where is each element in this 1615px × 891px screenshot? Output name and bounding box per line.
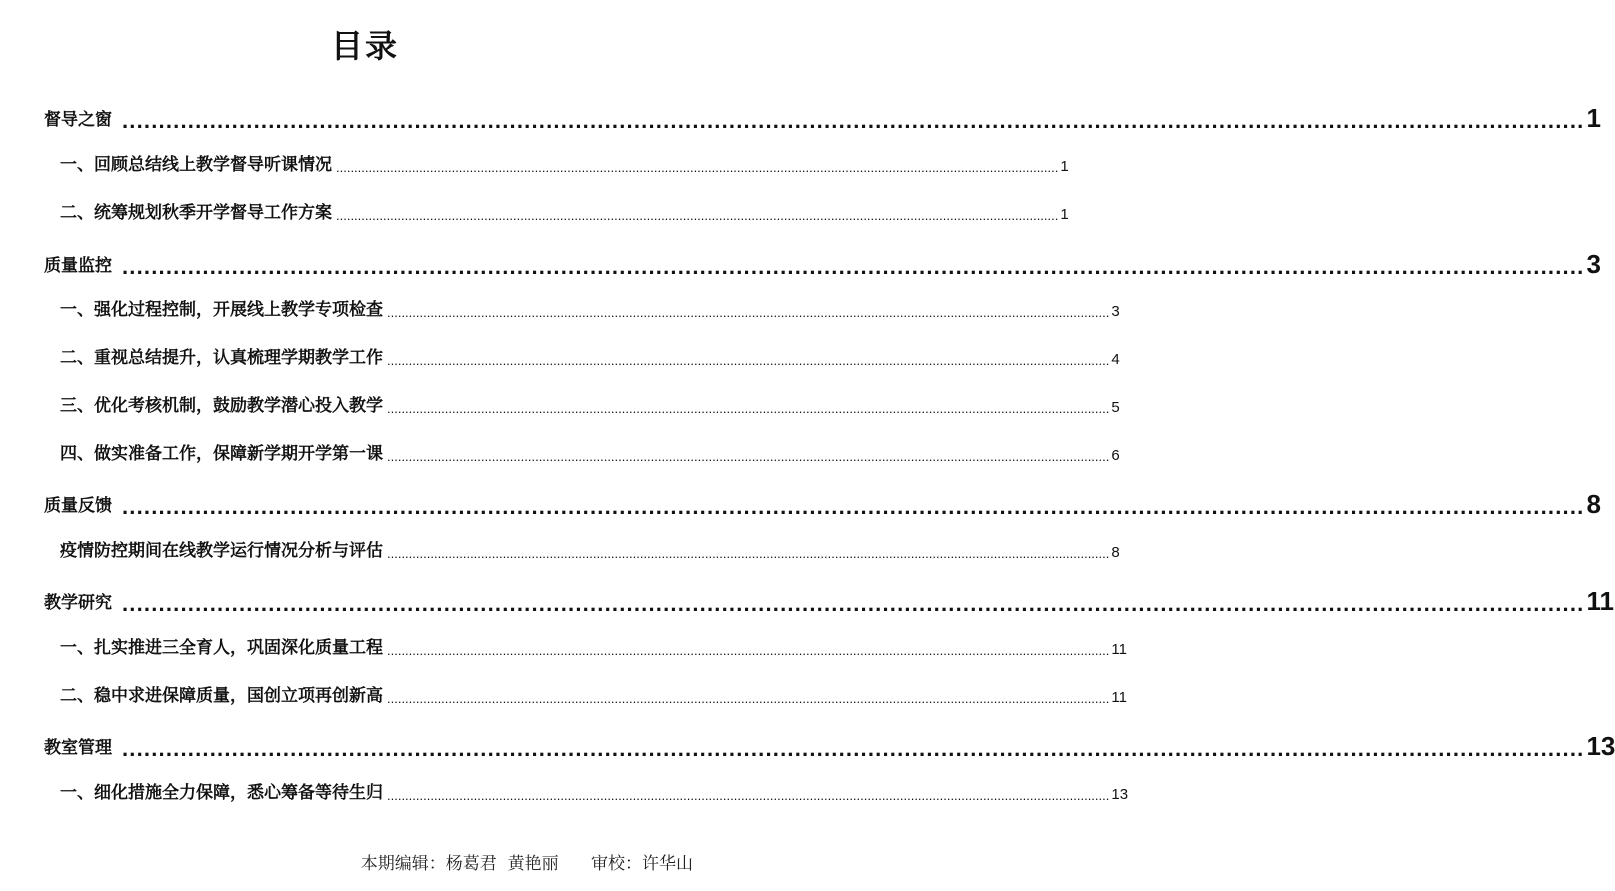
page-title: 目录	[330, 27, 399, 65]
toc-page-number: 11	[1111, 689, 1127, 706]
toc-entry-label: 二、统筹规划秋季开学督导工作方案	[60, 203, 332, 223]
toc-entry-label: 教室管理	[44, 738, 112, 758]
toc-dot-leader: ........................................................................................................................................................................................................	[387, 305, 1110, 320]
toc-page-number: 8	[1586, 489, 1601, 519]
toc-entry-label: 一、细化措施全力保障，悉心筹备等待生归	[60, 783, 383, 803]
toc-item-entry[interactable]	[60, 538, 1120, 562]
toc-section-entry[interactable]	[44, 248, 1601, 279]
toc-item-entry[interactable]	[60, 152, 1069, 176]
toc-dot-leader: ........................................................................................................................................................................................................	[122, 591, 1585, 616]
toc-dot-leader: ........................................................................................................................................................................................................	[122, 254, 1585, 279]
toc-page-number: 13	[1586, 731, 1615, 761]
toc-page-number: 11	[1586, 586, 1614, 616]
toc-item-entry[interactable]	[60, 200, 1069, 224]
toc-item-entry[interactable]	[60, 635, 1127, 659]
toc-item-entry[interactable]	[60, 297, 1120, 321]
toc-entry-label: 一、回顾总结线上教学督导听课情况	[60, 155, 332, 175]
toc-dot-leader: ........................................................................................................................................................................................................	[122, 108, 1585, 133]
toc-dot-leader: ........................................................................................................................................................................................................	[387, 401, 1110, 416]
toc-section-entry[interactable]	[44, 730, 1615, 761]
toc-dot-leader: ........................................................................................................................................................................................................	[336, 208, 1059, 223]
toc-section-entry[interactable]	[44, 488, 1601, 519]
editor-credits: 本期编辑：杨葛君 黄艳丽 审校：许华山	[360, 854, 693, 874]
toc-page-number: 4	[1111, 351, 1120, 368]
toc-entry-label: 四、做实准备工作，保障新学期开学第一课	[60, 444, 383, 464]
toc-page-number: 3	[1111, 303, 1120, 320]
toc-page-number: 5	[1111, 399, 1120, 416]
toc-dot-leader: ........................................................................................................................................................................................................	[387, 643, 1110, 658]
toc-dot-leader: ........................................................................................................................................................................................................	[336, 160, 1059, 175]
toc-item-entry[interactable]	[60, 393, 1120, 417]
toc-item-entry[interactable]	[60, 780, 1129, 804]
toc-entry-label: 质量反馈	[44, 496, 112, 516]
toc-item-entry[interactable]	[60, 441, 1120, 465]
toc-dot-leader: ........................................................................................................................................................................................................	[387, 546, 1110, 561]
toc-page-number: 1	[1586, 103, 1601, 133]
toc-entry-label: 一、强化过程控制，开展线上教学专项检查	[60, 300, 383, 320]
toc-dot-leader: ........................................................................................................................................................................................................	[387, 691, 1110, 706]
toc-dot-leader: ........................................................................................................................................................................................................	[122, 736, 1585, 761]
toc-section-entry[interactable]	[44, 585, 1614, 616]
toc-entry-label: 一、扎实推进三全育人，巩固深化质量工程	[60, 638, 383, 658]
toc-item-entry[interactable]	[60, 683, 1127, 707]
toc-dot-leader: ........................................................................................................................................................................................................	[122, 494, 1585, 519]
toc-page-number: 11	[1111, 641, 1127, 658]
toc-dot-leader: ........................................................................................................................................................................................................	[387, 353, 1110, 368]
toc-page-number: 1	[1060, 206, 1069, 223]
toc-item-entry[interactable]	[60, 345, 1120, 369]
toc-entry-label: 疫情防控期间在线教学运行情况分析与评估	[60, 541, 383, 561]
toc-page-number: 8	[1111, 544, 1120, 561]
toc-page-number: 6	[1111, 447, 1120, 464]
toc-page-number: 3	[1586, 249, 1601, 279]
toc-entry-label: 二、稳中求进保障质量，国创立项再创新高	[60, 686, 383, 706]
toc-entry-label: 督导之窗	[44, 110, 112, 130]
toc-entry-label: 教学研究	[44, 593, 112, 613]
toc-section-entry[interactable]	[44, 102, 1601, 133]
toc-entry-label: 三、优化考核机制，鼓励教学潜心投入教学	[60, 396, 383, 416]
toc-page-number: 13	[1111, 786, 1129, 803]
toc-entry-label: 二、重视总结提升，认真梳理学期教学工作	[60, 348, 383, 368]
toc-page-number: 1	[1060, 158, 1069, 175]
toc-dot-leader: ........................................................................................................................................................................................................	[387, 788, 1110, 803]
toc-dot-leader: ........................................................................................................................................................................................................	[387, 449, 1110, 464]
toc-entry-label: 质量监控	[44, 256, 112, 276]
